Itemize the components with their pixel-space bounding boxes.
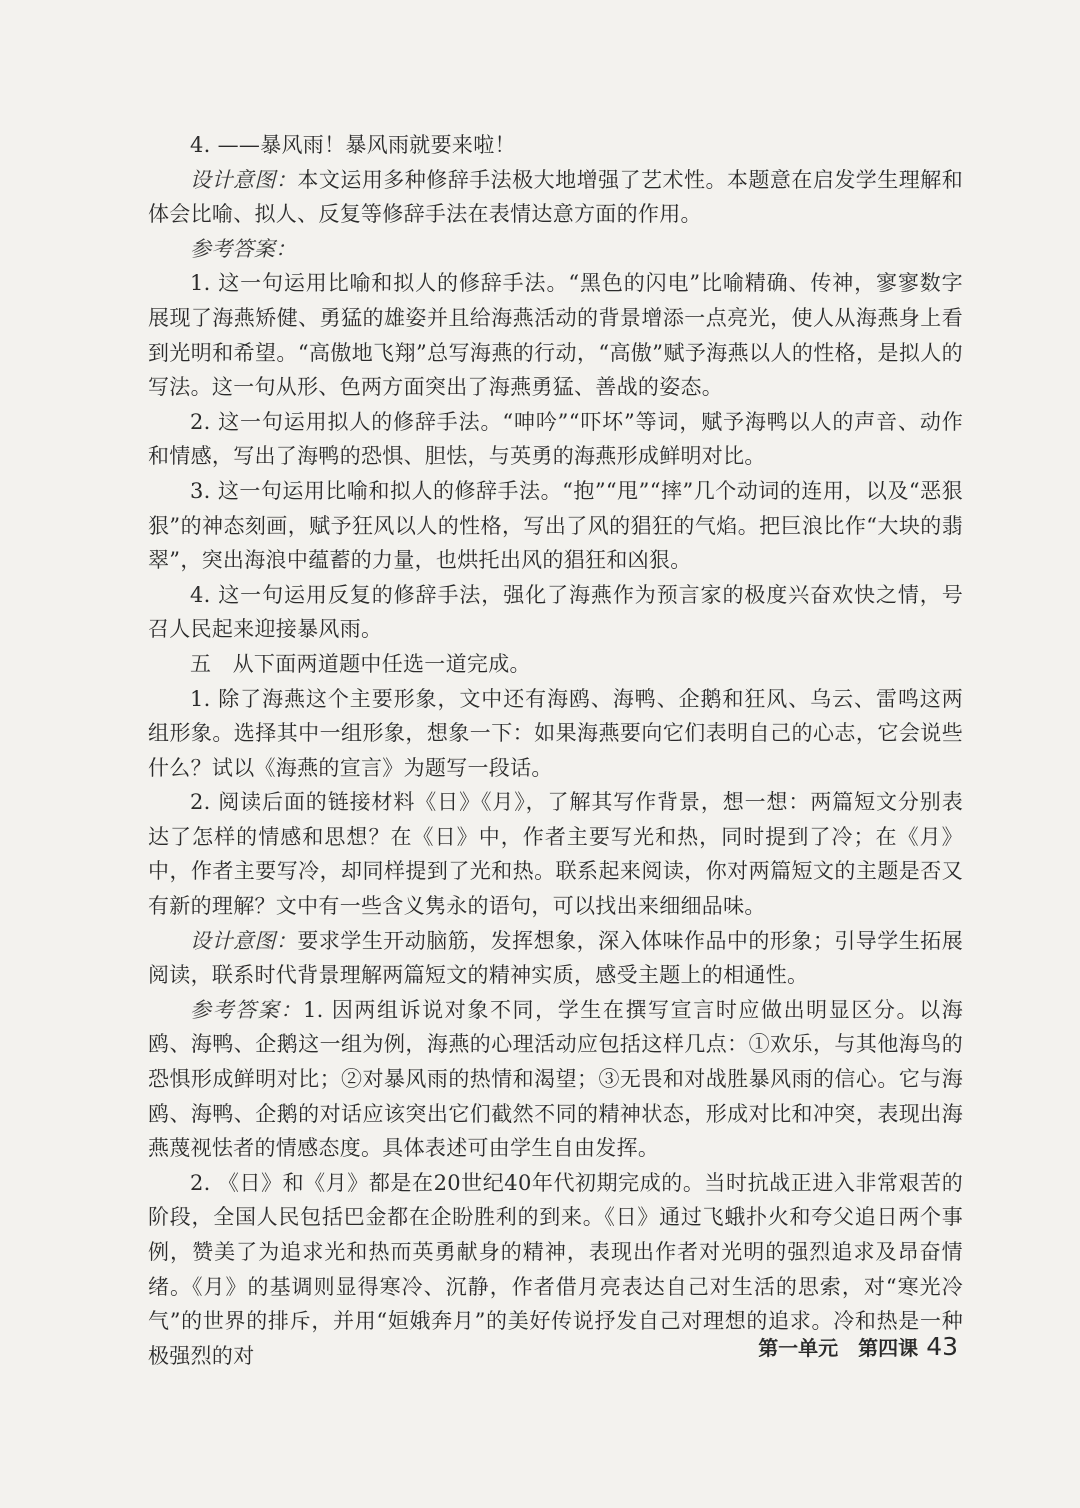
paragraph-text: 1. 这一句运用比喻和拟人的修辞手法。“黑色的闪电”比喻精确、传神，寥寥数字展现了海燕矫健、勇猛的雄姿并且给海燕活动的背景增添一点亮光，使人从海燕身上看到光明和希望。“高傲地飞翔”总写海燕的行动，“高傲”赋予海燕以人的性格，是拟人的写法。这一句从形、色两方面突出了海燕勇猛、善战的姿态。 xyxy=(148,271,963,400)
body-text xyxy=(148,128,963,1373)
paragraph xyxy=(148,128,963,163)
paragraph xyxy=(148,405,963,474)
paragraph xyxy=(148,266,963,404)
paragraph-text: 1. 除了海燕这个主要形象，文中还有海鸥、海鸭、企鹅和狂风、乌云、雷鸣这两组形象。选择其中一组形象，想象一下：如果海燕要向它们表明自己的心志，它会说些什么？试以《海燕的宣言》为题写一段话。 xyxy=(148,686,963,780)
paragraph-text: 4. 这一句运用反复的修辞手法，强化了海燕作为预言家的极度兴奋欢快之情，号召人民起来迎接暴风雨。 xyxy=(148,582,963,642)
paragraph xyxy=(148,578,963,647)
paragraph xyxy=(148,232,963,267)
paragraph xyxy=(148,682,963,786)
paragraph-label: 参考答案： xyxy=(190,997,303,1022)
section-label: 第一单元 第四课 xyxy=(758,1336,919,1360)
paragraph-text: 2. 阅读后面的链接材料《日》《月》，了解其写作背景，想一想：两篇短文分别表达了怎样的情感和思想？在《日》中，作者主要写光和热，同时提到了冷；在《月》中，作者主要写冷，却同样提到了光和热。联系起来阅读，你对两篇短文的主题是否又有新的理解？文中有一些含义隽永的语句，可以找出来细细品味。 xyxy=(148,790,963,919)
paragraph xyxy=(148,647,963,682)
paragraph-label: 设计意图： xyxy=(190,167,298,192)
paragraph-text: 2. 这一句运用拟人的修辞手法。“呻吟”“吓坏”等词，赋予海鸭以人的声音、动作和情感，写出了海鸭的恐惧、胆怯，与英勇的海燕形成鲜明对比。 xyxy=(148,409,963,469)
paragraph xyxy=(148,474,963,578)
paragraph-text: 五 从下面两道题中任选一道完成。 xyxy=(190,651,531,676)
paragraph xyxy=(148,785,963,923)
paragraph-text: 3. 这一句运用比喻和拟人的修辞手法。“抱”“甩”“摔”几个动词的连用，以及“恶狠狠”的神态刻画，赋予狂风以人的性格，写出了风的猖狂的气焰。把巨浪比作“大块的翡翠”，突出海浪中蕴蓄的力量，也烘托出风的猖狂和凶狠。 xyxy=(148,478,963,573)
paragraph-text: 2. 《日》和《月》都是在20世纪40年代初期完成的。当时抗战正进入非常艰苦的阶段，全国人民包括巴金都在企盼胜利的到来。《日》通过飞蛾扑火和夸父追日两个事例，赞美了为追求光和热而英勇献身的精神，表现出作者对光明的强烈追求及昂奋情绪。《月》的基调则显得寒冷、沉静，作者借月亮表达自己对生活的思索，对“寒光冷气”的世界的排斥，并用“姮娥奔月”的美好传说抒发自己对理想的追求。冷和热是一种极强烈的对 xyxy=(148,1170,963,1368)
page-footer xyxy=(758,1332,958,1361)
paragraph xyxy=(148,924,963,993)
paragraph-text: 1. 因两组诉说对象不同，学生在撰写宣言时应做出明显区分。以海鸥、海鸭、企鹅这一组为例，海燕的心理活动应包括这样几点：①欢乐，与其他海鸟的恐惧形成鲜明对比；②对暴风雨的热情和渴望；③无畏和对战胜暴风雨的信心。它与海鸥、海鸭、企鹅的对话应该突出它们截然不同的精神状态，形成对比和冲突，表现出海燕蔑视怯者的情感态度。具体表述可由学生自由发挥。 xyxy=(148,997,963,1161)
paragraph-text: 4. ——暴风雨！暴风雨就要来啦！ xyxy=(190,133,516,157)
paragraph-label: 参考答案： xyxy=(190,236,297,261)
paragraph-text: 要求学生开动脑筋，发挥想象，深入体味作品中的形象；引导学生拓展阅读，联系时代背景理解两篇短文的精神实质，感受主题上的相通性。 xyxy=(148,928,964,988)
paragraph-text: 本文运用多种修辞手法极大地增强了艺术性。本题意在启发学生理解和体会比喻、拟人、反复等修辞手法在表情达意方面的作用。 xyxy=(148,167,964,227)
page-number: 43 xyxy=(926,1332,958,1361)
paragraph-label: 设计意图： xyxy=(190,928,298,953)
paragraph xyxy=(148,993,963,1166)
paragraph xyxy=(148,163,963,232)
